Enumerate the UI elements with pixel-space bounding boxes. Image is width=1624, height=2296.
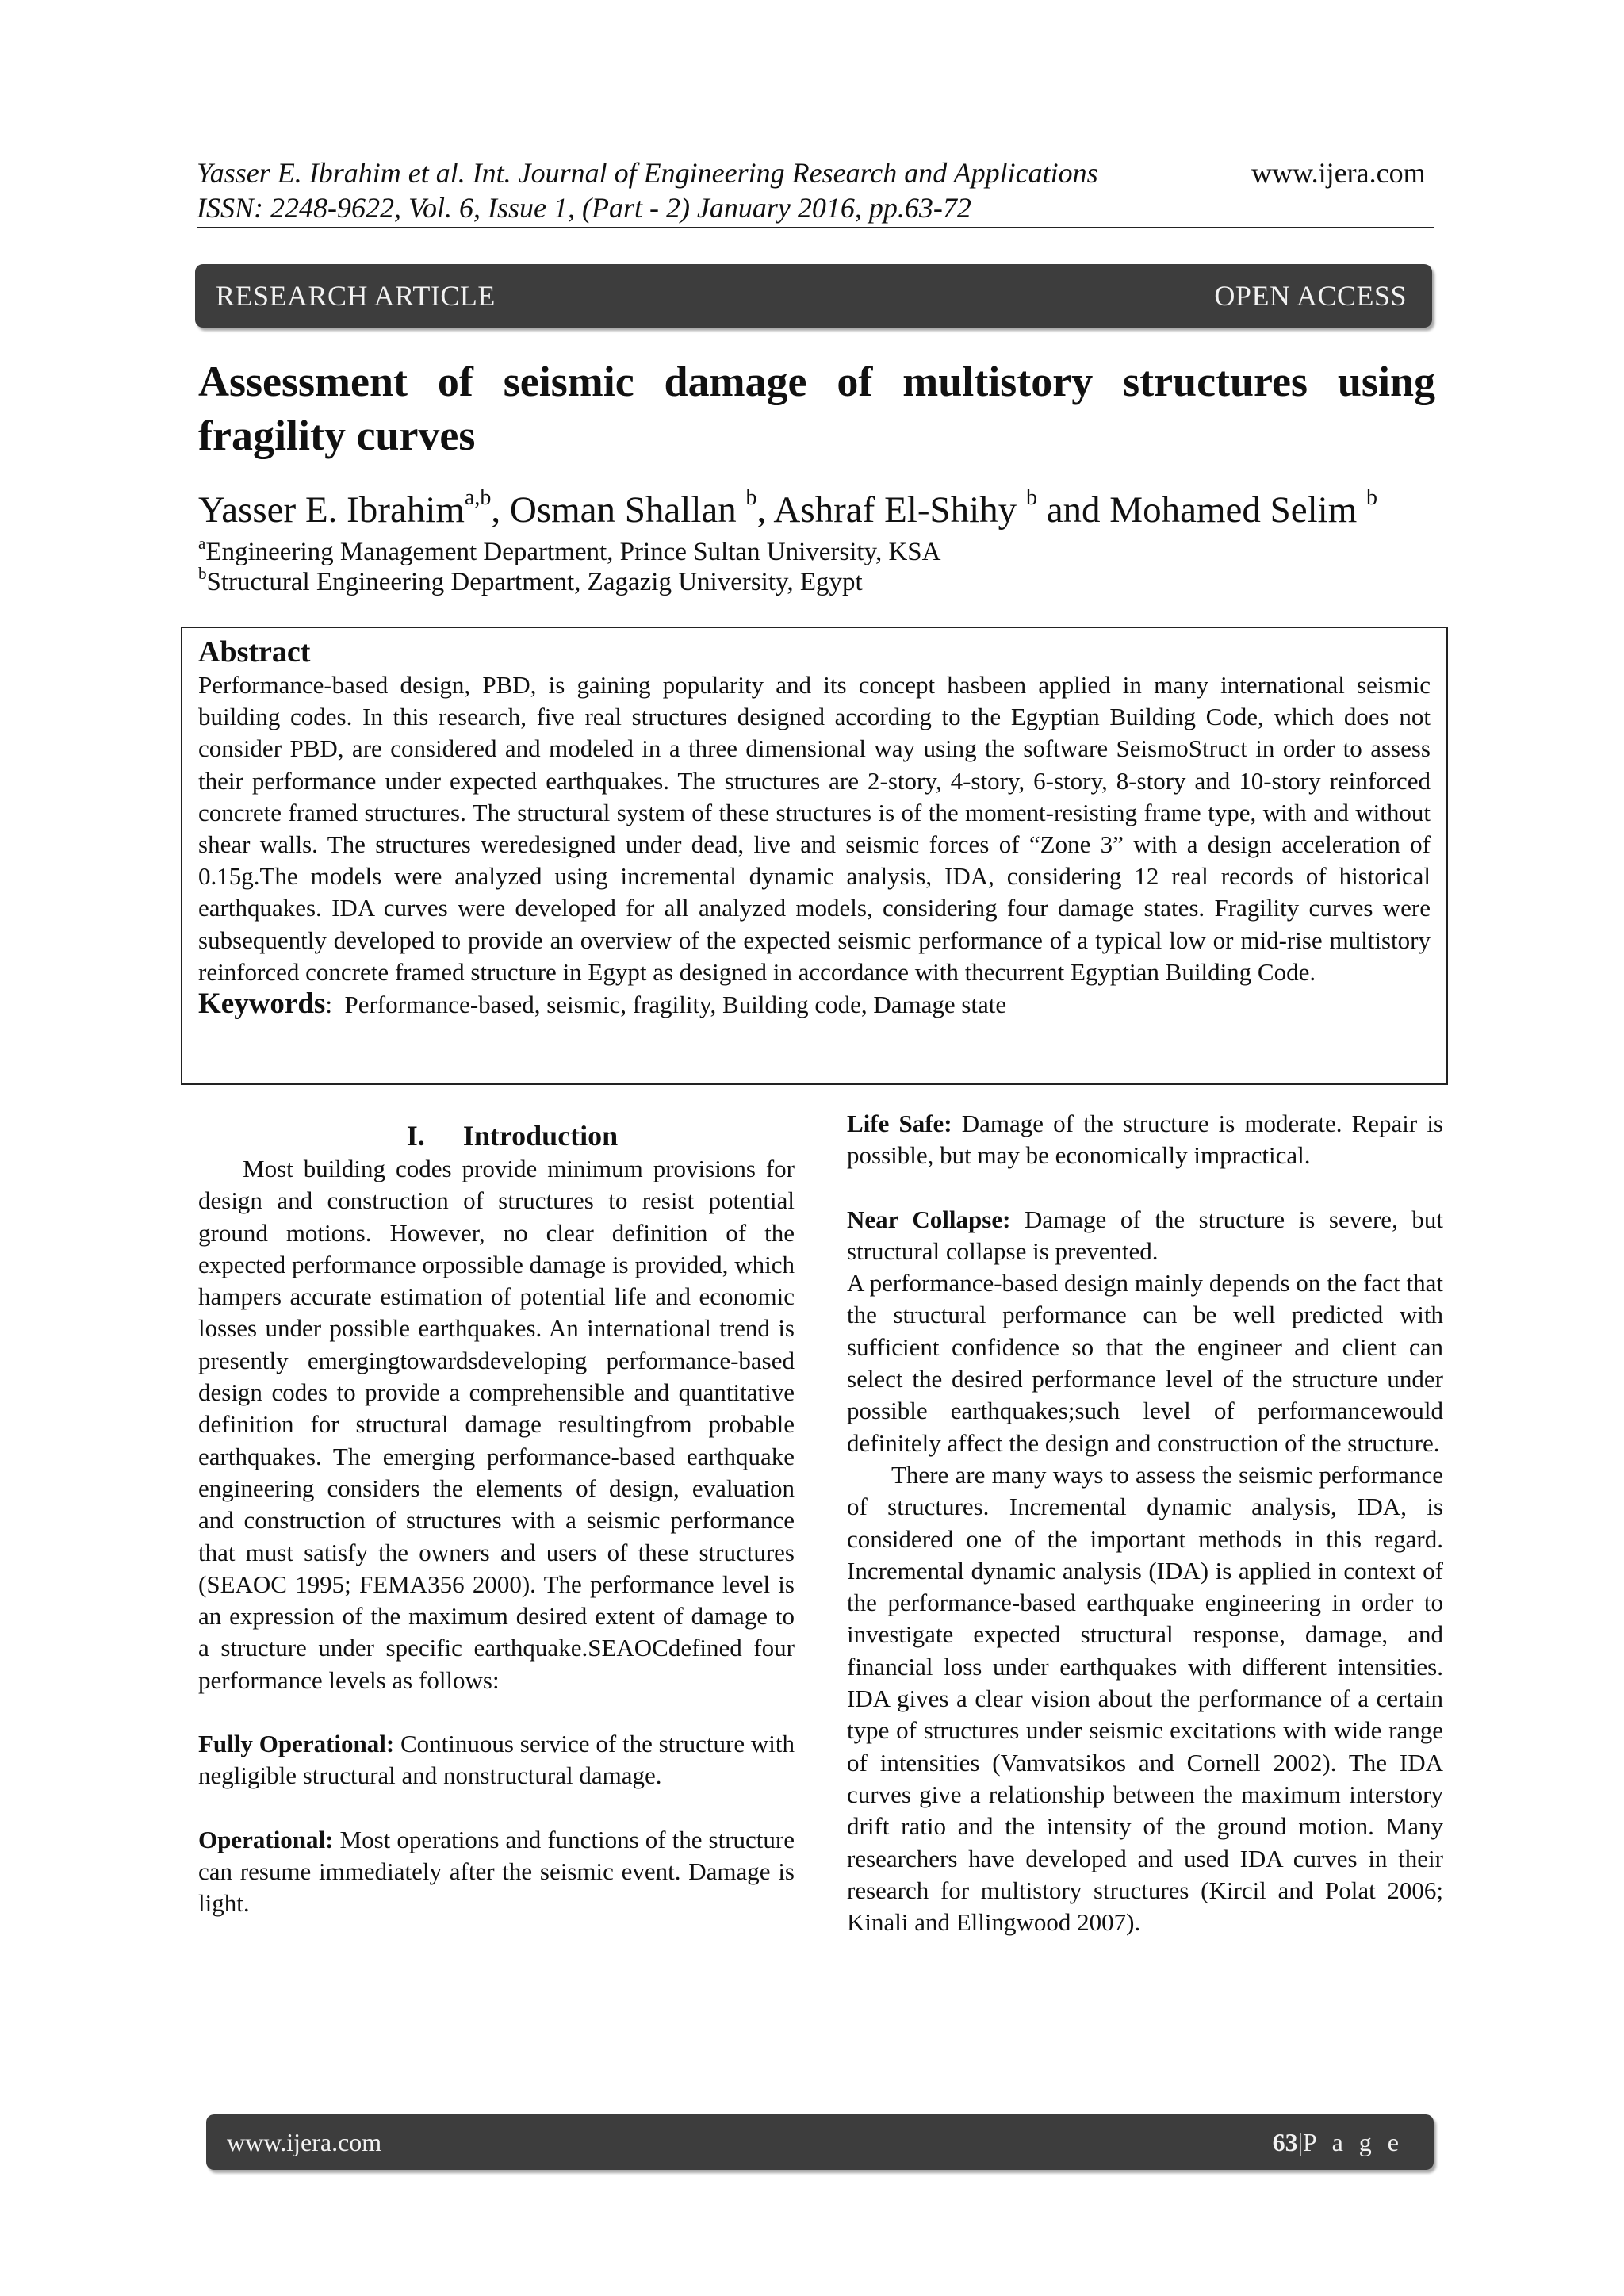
footer-website[interactable]: www.ijera.com	[227, 2127, 382, 2156]
operational-term: Operational:	[198, 1825, 334, 1853]
author-name: and Mohamed Selim	[1036, 489, 1367, 531]
keywords-label: Keywords	[198, 987, 326, 1021]
section-title: Introduction	[462, 1120, 619, 1152]
author-name: , Ashraf El-Shihy	[756, 489, 1026, 531]
paper-title-line-2: fragility curves	[198, 412, 476, 459]
keywords-line	[198, 988, 1431, 1021]
keywords-list: Performance-based, seismic, fragility, Building code, Damage state	[344, 991, 1007, 1019]
author-affiliation-mark: b	[1366, 485, 1378, 510]
keywords-separator: :	[325, 991, 332, 1019]
abstract-heading: Abstract	[198, 635, 311, 669]
page-word: P a g e	[1302, 2127, 1404, 2156]
operational-text: Most operations and functions of the structure can resume immediately after the seismic event. Damage is light.	[198, 1825, 795, 1918]
intro-paragraph: Most building codes provide minimum provisions for design and construction of structures to resist potential ground motions. However, no clear definition of the expected performance orpossible damage is provided, which hampers accurate estimation of potential life and economic losses under possible earthquakes. An international trend is presently emergingtowardsdeveloping performance-based design codes to provide a comprehensible and quantitative definition for structural damage resultingfrom probable earthquakes. The emerging performance-based earthquake engineering considers the elements of design, evaluation and construction of structures with a seismic performance that must satisfy the owners and users of these structures (SEAOC 1995; FEMA356 2000). The performance level is an expression of the maximum desired extent of damage to a structure under specific earthquake.SEAOCdefined four performance levels as follows:	[198, 1155, 795, 1694]
operational-definition	[198, 1824, 795, 1920]
ida-paragraph: There are many ways to assess the seismic performance of structures. Incremental dynamic analysis, IDA, is considered one of the important methods in this regard. Incremental dynamic analysis (IDA) is applied in context of the performance-based earthquake engineering in order to investigate expected structural response, damage, and financial loss under earthquakes with different intensities. IDA gives a clear vision about the performance of a certain type of structures under seismic excitations with wide range of intensities (Vamvatsikos and Cornell 2002). The IDA curves give a relationship between the maximum interstory drift ratio and the intensity of the ground motion. Many researchers have developed and used IDA curves in their research for multistory structures (Kircil and Polat 2006; Kinali and Ellingwood 2007).	[847, 1460, 1443, 1937]
open-access-label: OPEN ACCESS	[1214, 280, 1407, 312]
author-list	[198, 485, 1377, 535]
affiliation-mark: b	[198, 564, 207, 583]
near-collapse-text: Damage of the structure is severe, but structural collapse is prevented.	[847, 1205, 1443, 1265]
affiliation-mark: a	[198, 534, 206, 553]
page-footer	[206, 2114, 1434, 2170]
author-affiliation-mark: a,b	[464, 485, 492, 510]
issue-info: ISSN: 2248-9622, Vol. 6, Issue 1, (Part - 2) January 2016, pp.63-72	[197, 192, 971, 224]
fully-operational-term: Fully Operational:	[198, 1730, 395, 1758]
near-collapse-definition	[847, 1204, 1443, 1268]
affiliation-b	[198, 566, 863, 598]
author-name: Yasser E. Ibrahim	[198, 489, 465, 531]
affiliation-text: Structural Engineering Department, Zagazig University, Egypt	[206, 568, 863, 596]
fully-operational-definition	[198, 1728, 795, 1792]
life-safe-text: Damage of the structure is moderate. Repair is possible, but may be economically impractical.	[847, 1110, 1443, 1170]
journal-website[interactable]: www.ijera.com	[1251, 157, 1426, 189]
abstract-box	[181, 627, 1448, 1085]
author-affiliation-mark: b	[1025, 485, 1037, 510]
page-number: 63	[1272, 2127, 1298, 2156]
section-number: I.	[406, 1120, 425, 1152]
article-type-banner	[195, 264, 1432, 328]
right-column	[847, 1108, 1443, 1938]
paper-title-line-1: Assessment of seismic damage of multistory structures using	[198, 358, 1435, 405]
affiliation-a	[198, 536, 940, 568]
section-heading-introduction	[198, 1118, 795, 1153]
research-article-label: RESEARCH ARTICLE	[216, 280, 496, 312]
pbd-paragraph: A performance-based design mainly depends on the fact that the structural performance can be well predicted with sufficient confidence so that the engineer and client can select the desired performance level of the structure under possible earthquakes;such level of performancewould definitely affect the design and construction of the structure.	[847, 1269, 1443, 1457]
affiliation-text: Engineering Management Department, Prince Sultan University, KSA	[205, 538, 941, 566]
left-column	[198, 1118, 795, 1920]
journal-citation: Yasser E. Ibrahim et al. Int. Journal of Engineering Research and Applications	[197, 157, 1098, 189]
life-safe-term: Life Safe:	[847, 1110, 952, 1137]
near-collapse-term: Near Collapse:	[847, 1205, 1011, 1233]
header-rule	[197, 227, 1434, 228]
author-affiliation-mark: b	[745, 485, 757, 510]
abstract-body: Performance-based design, PBD, is gaining popularity and its concept hasbeen applied in many international seismic building codes. In this research, five real structures designed according to the Egyptian Building Code, which does not consider PBD, are considered and modeled in a three dimensional way using the software SeismoStruct in order to assess their performance under expected earthquakes. The structures are 2-story, 4-story, 6-story, 8-story and 10-story reinforced concrete framed structures. The structural system of these structures is of the moment-resisting frame type, with and without shear walls. The structures weredesigned under dead, live and seismic forces of “Zone 3” with a design acceleration of 0.15g.The models were analyzed using incremental dynamic analysis, IDA, considering 12 real records of historical earthquakes. IDA curves were developed for all analyzed models, considering four damage states. Fragility curves were subsequently developed to provide an overview of the expected seismic performance of a typical low or mid-rise multistory reinforced concrete framed structure in Egypt as designed in accordance with thecurrent Egyptian Building Code.	[198, 671, 1431, 986]
author-name: , Osman Shallan	[491, 489, 746, 531]
fully-operational-text: Continuous service of the structure with negligible structural and nonstructural damage.	[198, 1730, 795, 1790]
page-label	[1273, 2128, 1404, 2157]
life-safe-definition	[847, 1108, 1443, 1172]
page-separator: |	[1297, 2127, 1303, 2156]
